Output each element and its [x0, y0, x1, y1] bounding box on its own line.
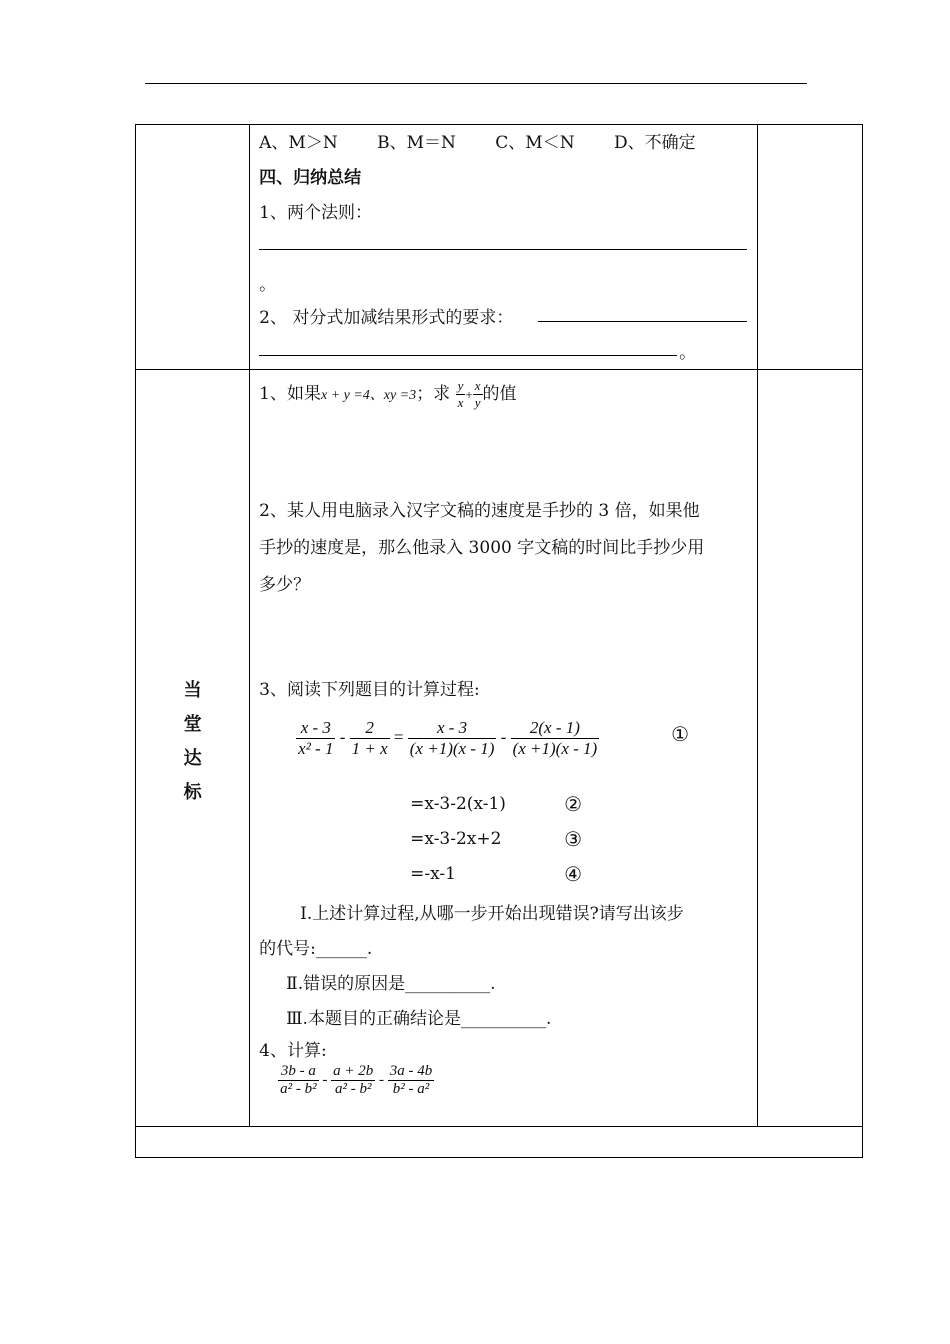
q3-f2-num: 2 — [365, 718, 374, 737]
q3-f2 — [350, 718, 390, 759]
q1-suffix: 的值 — [482, 384, 517, 404]
q1-f1-den: x — [457, 395, 464, 410]
step-2-text: =x-3-2(x-1) — [410, 794, 506, 814]
footer-row — [136, 1127, 863, 1158]
q4-title: 4、计算: — [259, 1041, 327, 1061]
q1-fraction-2 — [473, 378, 483, 411]
choices-line: A、M＞N B、M＝N C、M＜N D、不确定 — [259, 133, 696, 153]
label-char-3: 达 — [183, 748, 202, 769]
q3-f4-den: (x +1)(x - 1) — [512, 739, 598, 758]
step-marker-1: ① — [671, 722, 690, 746]
summary-content-cell — [250, 125, 758, 370]
q1-prefix: 1、如果 — [259, 384, 321, 404]
question-1 — [259, 378, 516, 411]
q4-f3-num: 3a - 4b — [389, 1063, 433, 1079]
step-marker-2: ② — [564, 792, 583, 816]
practice-label-cell — [136, 370, 250, 1127]
summary-label-cell — [136, 125, 250, 370]
q4-expression — [278, 1063, 434, 1098]
label-char-4: 标 — [183, 782, 202, 803]
summary-note-cell — [757, 125, 862, 370]
practice-note-cell — [757, 370, 862, 1127]
q2-line-3: 多少？ — [259, 575, 311, 595]
q3-part-ii: Ⅱ.错误的原因是__________. — [286, 974, 496, 994]
summary-heading: 四、归纳总结 — [259, 168, 362, 188]
item1-blank-line — [259, 249, 747, 250]
q4-minus-1: - — [322, 1071, 328, 1088]
q2-line-2: 手抄的速度是，那么他录入 3000 字文稿的时间比手抄少用 — [259, 538, 705, 558]
q3-minus-1: - — [339, 727, 346, 747]
item2-blank-line-a — [538, 321, 747, 322]
q3-part-iii: Ⅲ.本题目的正确结论是__________. — [286, 1009, 552, 1029]
step-marker-4: ④ — [564, 862, 583, 886]
q3-f4 — [511, 718, 600, 759]
step-3-text: =x-3-2x+2 — [410, 829, 502, 849]
q3-f2-den: 1 + x — [351, 739, 388, 758]
q3-f3-den: (x +1)(x - 1) — [409, 739, 495, 758]
q1-condition: x + y =4、xy =3 — [320, 388, 417, 403]
q4-f3 — [388, 1063, 435, 1098]
q3-f1-num: x - 3 — [300, 718, 331, 737]
practice-content-cell — [250, 370, 758, 1127]
q3-equals: = — [393, 727, 404, 747]
summary-row — [136, 125, 863, 370]
q4-f3-den: b² - a² — [388, 1080, 435, 1098]
q4-f1-num: 3b - a — [280, 1063, 316, 1079]
practice-row — [136, 370, 863, 1127]
item2-text: 2、 对分式加减结果形式的要求： — [259, 308, 514, 328]
q3-f1-den: x² - 1 — [298, 739, 334, 758]
q3-f4-num: 2(x - 1) — [529, 718, 580, 737]
q1-mid: ；求 — [416, 384, 451, 404]
q3-part-i-line-1: Ⅰ.上述计算过程,从哪一步开始出现错误?请写出该步 — [300, 904, 684, 924]
item1-text: 1、两个法则： — [259, 203, 372, 223]
q4-f2-den: a² - b² — [331, 1080, 375, 1098]
q3-f1 — [296, 718, 335, 759]
q1-f2-den: y — [474, 395, 481, 410]
item1-period: 。 — [259, 275, 277, 295]
footer-cell — [136, 1127, 863, 1158]
q4-f2-num: a + 2b — [333, 1063, 374, 1079]
q3-f3-num: x - 3 — [436, 718, 468, 737]
q4-f1 — [278, 1063, 319, 1098]
q3-title: 3、阅读下列题目的计算过程: — [259, 680, 480, 700]
worksheet-table — [135, 124, 863, 1158]
q3-f3 — [408, 718, 497, 759]
q1-f1-num: y — [457, 378, 464, 393]
q1-f2-num: x — [474, 378, 481, 393]
q1-fraction-1 — [456, 378, 466, 411]
q3-equation — [296, 718, 599, 759]
q4-f1-den: a² - b² — [280, 1081, 317, 1097]
q2-line-1: 2、某人用电脑录入汉字文稿的速度是手抄的 3 倍，如果他 — [259, 501, 700, 521]
q4-f2 — [331, 1063, 375, 1098]
label-char-2: 堂 — [183, 714, 202, 735]
q1-plus: + — [465, 387, 473, 402]
q3-part-i-line-2: 的代号:______. — [259, 939, 373, 959]
header-rule — [145, 83, 807, 84]
item2-period: 。 — [679, 343, 697, 363]
q4-minus-2: - — [379, 1071, 385, 1088]
step-marker-3: ③ — [564, 827, 583, 851]
item2-blank-line-b — [259, 355, 677, 356]
label-char-1: 当 — [183, 680, 202, 701]
step-4-text: =-x-1 — [410, 864, 456, 884]
q3-minus-2: - — [500, 727, 507, 747]
